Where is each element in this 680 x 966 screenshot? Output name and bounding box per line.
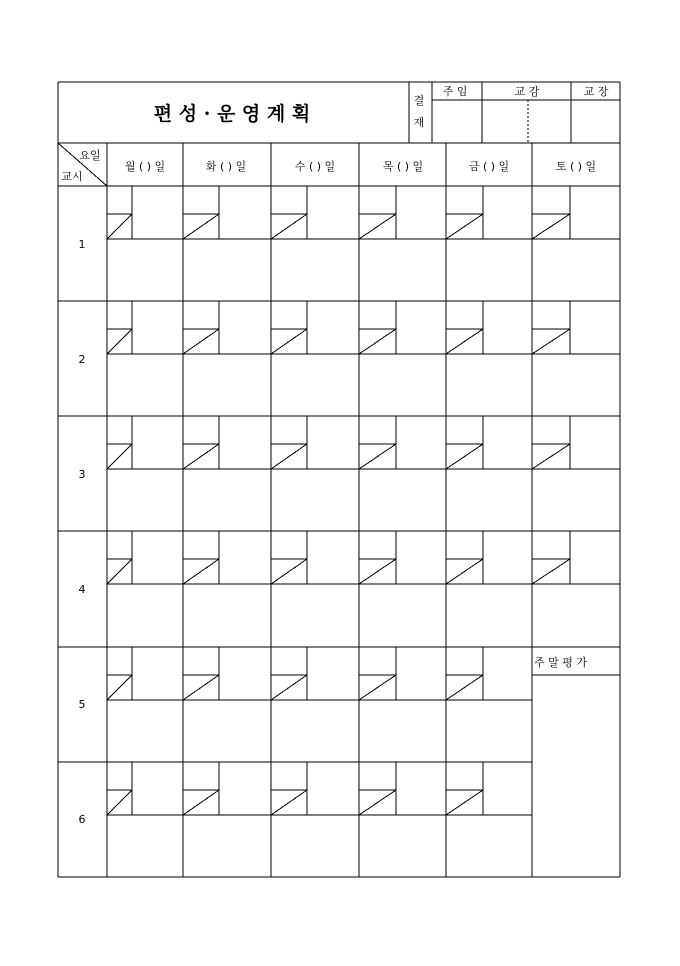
cell-diagonal-line <box>446 790 483 815</box>
period-number: 6 <box>78 813 86 826</box>
period-number: 5 <box>78 698 86 711</box>
cell-diagonal-line <box>271 444 307 469</box>
cell-diagonal-line <box>271 790 307 815</box>
day-header-tue: 화 ( ) 일 <box>205 160 247 173</box>
approval-role-vice-principal: 교 감 <box>514 85 540 98</box>
cell-diagonal-line <box>359 790 396 815</box>
cell-diagonal-line <box>107 790 132 815</box>
page-title: 편 성 · 운 영 계 획 <box>153 103 311 125</box>
cell-diagonal-line <box>183 675 219 700</box>
cell-diagonal-line <box>107 214 132 239</box>
period-number: 2 <box>78 353 86 366</box>
cell-diagonal-line <box>271 675 307 700</box>
cell-diagonal-line <box>532 444 570 469</box>
corner-period-label: 교시 <box>61 170 83 183</box>
day-header-thu: 목 ( ) 일 <box>382 160 424 173</box>
cell-diagonal-line <box>107 329 132 354</box>
period-number: 3 <box>78 468 86 481</box>
cell-diagonal-line <box>446 675 483 700</box>
cell-diagonal-line <box>183 214 219 239</box>
cell-diagonal-line <box>183 790 219 815</box>
day-header-sat: 토 ( ) 일 <box>555 160 597 173</box>
cell-diagonal-line <box>359 444 396 469</box>
weekly-evaluation-label: 주 말 평 가 <box>534 656 587 669</box>
cell-diagonal-line <box>183 444 219 469</box>
cell-diagonal-line <box>359 559 396 584</box>
corner-day-label: 요일 <box>79 149 101 162</box>
approval-role-principal: 교 장 <box>583 85 609 98</box>
period-number: 4 <box>78 583 86 596</box>
day-header-wed: 수 ( ) 일 <box>294 160 336 173</box>
cell-diagonal-line <box>532 329 570 354</box>
cell-diagonal-line <box>271 559 307 584</box>
day-header-mon: 월 ( ) 일 <box>124 160 166 173</box>
cell-diagonal-line <box>107 444 132 469</box>
cell-diagonal-line <box>359 675 396 700</box>
cell-diagonal-line <box>532 214 570 239</box>
cell-diagonal-line <box>183 329 219 354</box>
cell-diagonal-line <box>359 329 396 354</box>
cell-diagonal-line <box>446 329 483 354</box>
cell-diagonal-line <box>107 559 132 584</box>
approval-role-head: 주 임 <box>442 85 468 98</box>
period-number: 1 <box>78 238 86 251</box>
approval-label-bottom: 재 <box>413 116 425 129</box>
cell-diagonal-line <box>271 329 307 354</box>
cell-diagonal-line <box>183 559 219 584</box>
approval-label-top: 결 <box>413 94 425 107</box>
day-header-fri: 금 ( ) 일 <box>468 160 510 173</box>
cell-diagonal-line <box>446 444 483 469</box>
cell-diagonal-line <box>271 214 307 239</box>
cell-diagonal-line <box>359 214 396 239</box>
cell-diagonal-line <box>532 559 570 584</box>
cell-diagonal-line <box>446 559 483 584</box>
cell-diagonal-line <box>446 214 483 239</box>
cell-diagonal-line <box>107 675 132 700</box>
